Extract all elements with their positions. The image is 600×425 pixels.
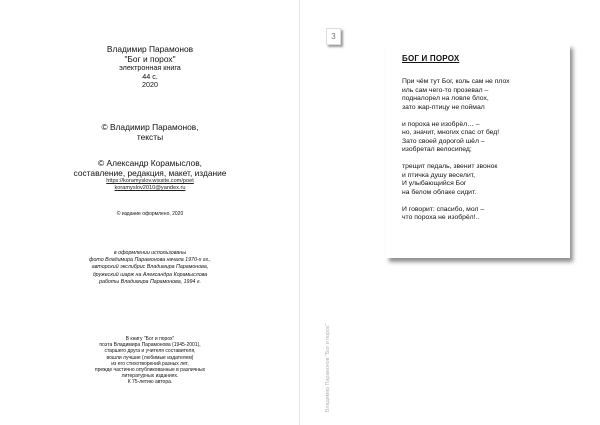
book-info-line: литературных изданиях. xyxy=(121,373,179,380)
page-count: 44 с. xyxy=(142,71,158,81)
book-info xyxy=(0,336,300,386)
book-meta xyxy=(0,44,300,90)
poem-line: и птичка душу веселит, xyxy=(402,171,475,179)
book-info-line: старшего друга и учителя составителя, xyxy=(104,348,196,355)
poem-line: При чём тут Бог, коль сам не плох xyxy=(402,78,510,85)
poem-line: Зато своей дорогой шёл – xyxy=(402,137,485,145)
author-name: Владимир Парамонов xyxy=(106,44,194,54)
poem-line: подналорел на ловле блох, xyxy=(402,95,489,102)
design-note: дружеский шарж на Александра Корамыслова xyxy=(92,271,208,278)
poem-body xyxy=(402,78,567,231)
design-notes xyxy=(0,250,300,286)
spine-caption: Владимир Парамонов "Бог и порох" xyxy=(325,323,331,412)
design-note: работы Владимира Парамонова, 1994 г. xyxy=(99,278,201,285)
poem-stanza xyxy=(402,121,567,155)
poem-line: И говорит: спасибо, мол – xyxy=(402,205,485,213)
website-link[interactable]: https://koramyslov.wixsite.com/poet xyxy=(106,178,194,184)
poem-line: И улыбающийся Бог xyxy=(402,180,467,187)
book-format: электронная книга xyxy=(119,63,181,72)
book-info-line: поэта Владимира Парамонова (1945-2001), xyxy=(99,342,201,349)
page-number: 3 xyxy=(326,28,341,45)
published-text: издание оформлено, 2020 xyxy=(121,211,184,217)
editor-copyright: © Александр Корамыслов, xyxy=(98,158,202,168)
poem-stanza xyxy=(402,78,567,112)
author-credit xyxy=(0,122,300,142)
author-copyright: © Владимир Парамонов, xyxy=(101,122,199,132)
email-link[interactable]: koramyslov2010@yandex.ru xyxy=(114,185,186,191)
poem-stanza xyxy=(402,163,567,197)
poem-line: но, значит, многих спас от бед! xyxy=(402,129,500,136)
poem-line: трещит педаль, звенит звонок xyxy=(402,163,498,170)
book-info-line: прежде частично опубликованные в различных xyxy=(94,367,206,374)
author-role: тексты xyxy=(136,132,164,142)
book-title: "Бог и порох" xyxy=(124,54,176,64)
book-year: 2020 xyxy=(142,80,158,90)
poem-line: иль сам чего-то прозевал – xyxy=(402,86,489,94)
design-note: авторский экслибрис Владимира Парамонова, xyxy=(91,264,209,271)
poem-line: что пороха не изобрёл!.. xyxy=(402,214,480,221)
design-note: фото Владимира Парамонова начала 1970-х гг., xyxy=(88,257,212,264)
poem-line: и пороха не изобрёл… – xyxy=(402,120,480,128)
book-info-line: из его стихотворений разных лет, xyxy=(111,360,189,367)
editor-role: составление, редакция, макет, издание xyxy=(73,168,227,178)
design-note: в оформлении использованы xyxy=(113,250,187,256)
book-info-line: В книгу "Бог и порох" xyxy=(125,336,175,342)
book-info-line: К 75-летию автора. xyxy=(127,379,173,386)
book-info-line: вошли лучшие (любимые издателем) xyxy=(106,354,194,361)
poem-line: изобретал велосипед; xyxy=(402,146,472,153)
editor-credit xyxy=(0,158,300,192)
poem-line: на белом облаке сидит. xyxy=(402,188,477,196)
poem-stanza xyxy=(402,206,567,223)
published-note xyxy=(0,211,300,217)
copyright-icon: © xyxy=(116,211,121,217)
poem-title: БОГ И ПОРОХ xyxy=(402,54,460,63)
poem-line: зато жар-птицу не поймал xyxy=(402,103,485,111)
